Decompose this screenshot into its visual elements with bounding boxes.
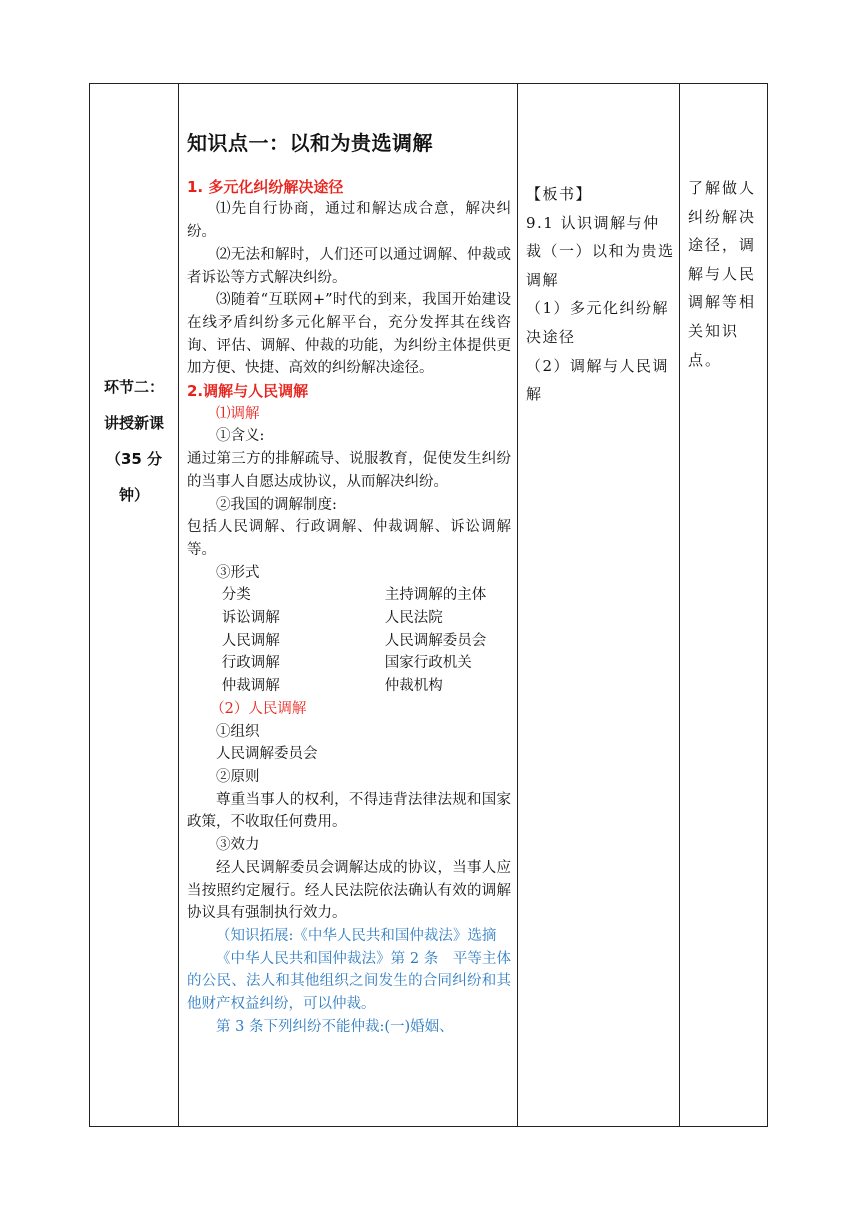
board-label: 【板书】 xyxy=(526,185,593,203)
principle-label: ②原则 xyxy=(216,768,260,785)
meaning-text: 通过第三方的排解疏导、说服教育，促使发生纠纷的当事人自愿达成协议，从而解决纠纷。 xyxy=(187,451,511,490)
section-2-heading: 2.调解与人民调解 xyxy=(187,382,309,401)
extension-paragraph-2: 第 3 条下列纠纷不能仲裁:(一)婚姻、 xyxy=(216,1018,454,1035)
knowledge-title: 知识点一：以和为贵选调解 xyxy=(187,131,433,155)
board-cell xyxy=(518,84,680,1127)
extension-paragraph-1: 《中华人民共和国仲裁法》第 2 条 平等主体的公民、法人和其他组织之间发生的合同纠纷和其他财产权益纠纷，可以仲裁。 xyxy=(187,950,511,1013)
stage-line-1: 环节二： xyxy=(103,378,164,396)
board-line-2: （1）多元化纠纷解决途径 xyxy=(526,299,670,346)
form-type: 行政调解 xyxy=(221,655,280,672)
content-cell xyxy=(179,84,518,1127)
s2-sub-heading-2: （2）人民调解 xyxy=(210,700,307,717)
s1-paragraph-2: ⑵无法和解时，人们还可以通过调解、仲裁或者诉讼等方式解决纠纷。 xyxy=(187,246,511,286)
s1-paragraph-3: ⑶随着“互联网+”时代的到来，我国开始建设在线矛盾纠纷多元化解平台，充分发挥其在线咨询、评估、调解、仲裁的功能，为纠纷主体提供更加方便、快捷、高效的纠纷解决途径。 xyxy=(187,292,511,377)
form-label: ③形式 xyxy=(216,564,260,581)
s2-sub-heading-1: ⑴调解 xyxy=(216,405,260,422)
form-type: 人民调解 xyxy=(221,632,280,649)
form-host: 人民调解委员会 xyxy=(384,632,487,649)
lesson-row xyxy=(90,84,768,1127)
principle-text: 尊重当事人的权利，不得违背法律法规和国家政策，不收取任何费用。 xyxy=(187,791,511,831)
form-row xyxy=(187,652,511,675)
form-row xyxy=(187,675,511,698)
stage-line-3: （35 分 xyxy=(105,450,163,468)
effect-label: ③效力 xyxy=(216,837,260,854)
form-host: 国家行政机关 xyxy=(384,655,472,672)
org-text: 人民调解委员会 xyxy=(216,746,318,763)
effect-text: 经人民调解委员会调解达成的协议，当事人应当按照约定履行。经人民法院依法确认有效的调解协议具有强制执行效力。 xyxy=(187,859,511,922)
system-label: ②我国的调解制度: xyxy=(216,496,337,513)
meaning-label: ①含义: xyxy=(216,428,265,445)
form-row xyxy=(187,630,511,653)
board-line-3: （2）调解与人民调解 xyxy=(526,356,670,404)
form-host: 仲裁机构 xyxy=(384,678,443,695)
form-row xyxy=(187,584,511,607)
stage-cell xyxy=(90,84,179,1127)
lesson-table xyxy=(89,83,768,1127)
aim-text: 了解做人纠纷解决途径，调解与人民调解等相关知识点。 xyxy=(688,179,757,369)
form-type: 仲裁调解 xyxy=(221,678,280,695)
form-type: 分类 xyxy=(221,587,251,604)
system-text: 包括人民调解、行政调解、仲裁调解、诉讼调解等。 xyxy=(187,519,511,558)
aim-cell xyxy=(680,84,768,1127)
form-host: 人民法院 xyxy=(384,610,443,627)
extension-title: （知识拓展:《中华人民共和国仲裁法》选摘 xyxy=(216,927,497,944)
form-type: 诉讼调解 xyxy=(221,610,280,627)
board-line-1: 9.1 认识调解与仲裁（一）以和为贵选调解 xyxy=(526,213,675,289)
s1-paragraph-1: ⑴先自行协商，通过和解达成合意，解决纠纷。 xyxy=(187,201,511,241)
section-1-heading: 1. 多元化纠纷解决途径 xyxy=(187,177,344,196)
org-label: ①组织 xyxy=(216,723,260,740)
forms-list xyxy=(187,584,511,698)
form-host: 主持调解的主体 xyxy=(384,587,487,604)
stage-line-4: 钟） xyxy=(118,486,149,504)
stage-line-2: 讲授新课 xyxy=(103,414,164,432)
form-row xyxy=(187,607,511,630)
